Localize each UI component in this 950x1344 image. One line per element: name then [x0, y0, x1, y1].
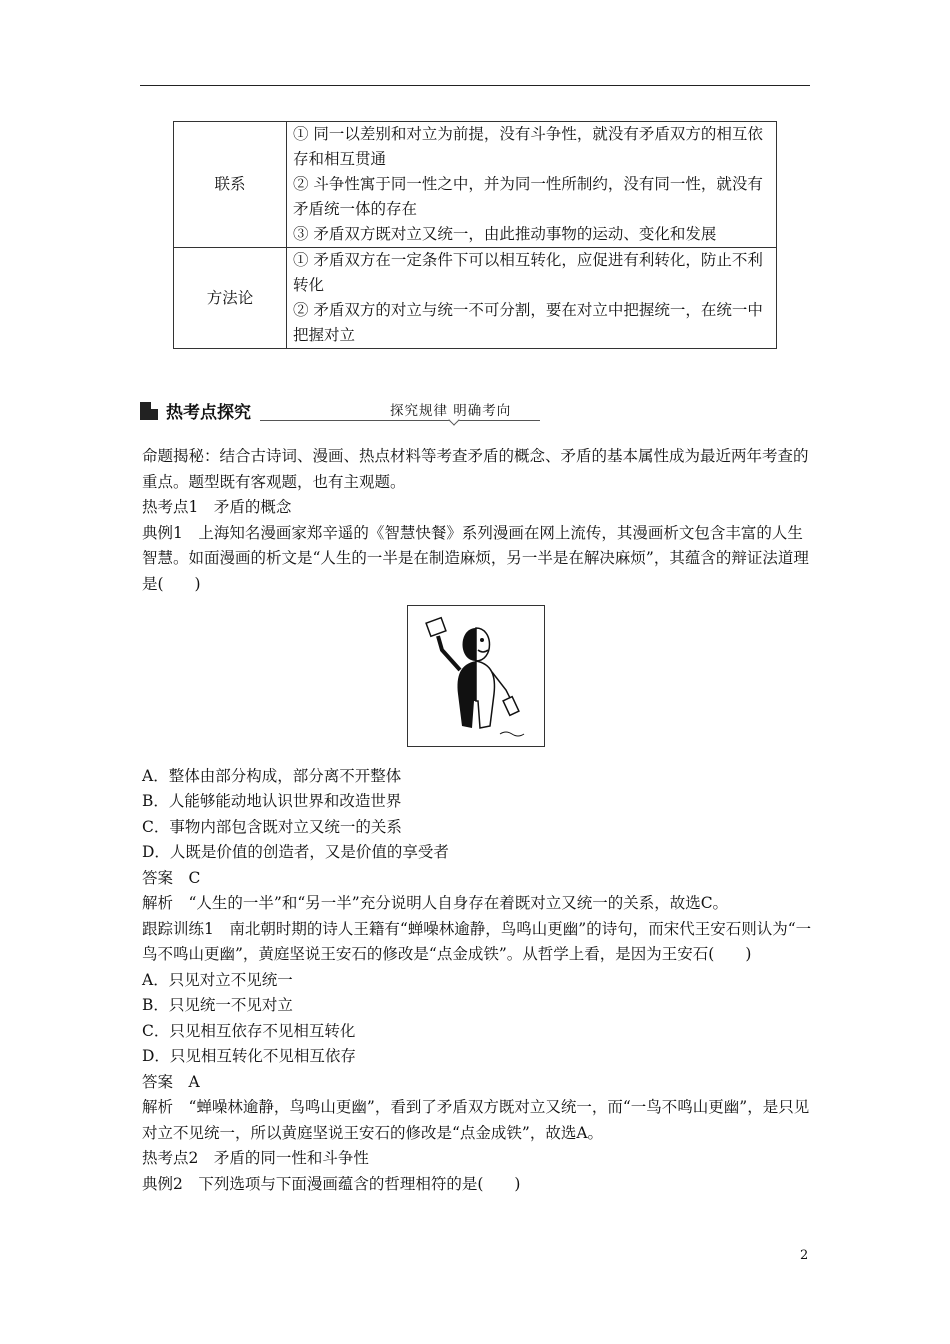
- tr1-option-c: C．只见相互依存不见相互转化: [142, 1021, 356, 1040]
- main-content: [142, 444, 812, 1197]
- row-cell: [287, 248, 777, 349]
- ex1-analysis: 解析 “人生的一半”和“另一半”充分说明人自身存在着既对立又统一的关系，故选C。: [142, 894, 729, 912]
- comparison-table: [173, 121, 777, 349]
- row-head: 方法论: [174, 248, 287, 349]
- row-head: 联系: [174, 122, 287, 248]
- section-rule: [260, 420, 540, 421]
- example-1: 典例1 上海知名漫画家郑辛遥的《智慧快餐》系列漫画在网上流传，其漫画析文包含丰富的人生智慧。如面漫画的析文是“人生的一半是在制造麻烦，另一半是在解决麻烦”，其蕴含的辩证法道理是( ): [142, 523, 809, 593]
- section-header: [140, 398, 520, 428]
- cell-line: ① 矛盾双方在一定条件下可以相互转化，应促进有利转化，防止不利转化: [293, 251, 763, 294]
- cell-line: ② 斗争性寓于同一性之中，并为同一性所制约，没有同一性，就没有矛盾统一体的存在: [293, 175, 763, 218]
- training-1: 跟踪训练1 南北朝时期的诗人王籍有“蝉噪林逾静，鸟鸣山更幽”的诗句，而宋代王安石则认为“一鸟不鸣山更幽”，黄庭坚说王安石的修改是“点金成铁”。从哲学上看，是因为王安石( ): [142, 919, 812, 963]
- cell-line: ② 矛盾双方的对立与统一不可分割，要在对立中把握统一，在统一中把握对立: [293, 301, 763, 344]
- intro: 命题揭秘：结合古诗词、漫画、热点材料等考查矛盾的概念、矛盾的基本属性成为最近两年考查的重点。题型既有客观题，也有主观题。: [142, 447, 809, 491]
- tr1-option-a: A．只见对立不见统一: [142, 970, 293, 989]
- header-rule: [140, 85, 810, 86]
- table-row: [174, 122, 777, 248]
- cell-line: ① 同一以差别和对立为前提，没有斗争性，就没有矛盾双方的相互依存和相互贯通: [293, 125, 763, 168]
- table-row: [174, 248, 777, 349]
- example-2: 典例2 下列选项与下面漫画蕴含的哲理相符的是( ): [142, 1174, 521, 1193]
- row-cell: [287, 122, 777, 248]
- section-title: 热考点探究: [166, 403, 251, 423]
- cartoon-illustration: [407, 605, 545, 747]
- hot-topic-2: 热考点2 矛盾的同一性和斗争性: [142, 1149, 369, 1167]
- hot-topic-1: 热考点1 矛盾的概念: [142, 498, 292, 516]
- ex1-option-d: D．人既是价值的创造者，又是价值的享受者: [142, 843, 449, 861]
- ex1-option-a: A．整体由部分构成，部分离不开整体: [142, 766, 402, 785]
- ex1-option-b: B．人能够能动地认识世界和改造世界: [142, 792, 402, 810]
- ex1-option-c: C．事物内部包含既对立又统一的关系: [142, 817, 402, 836]
- page-number: 2: [800, 1248, 809, 1263]
- section-subtitle: 探究规律 明确考向: [390, 403, 512, 419]
- ex1-answer: 答案 C: [142, 868, 201, 887]
- tr1-option-b: B．只见统一不见对立: [142, 996, 293, 1014]
- cell-line: ③ 矛盾双方既对立又统一，由此推动事物的运动、变化和发展: [293, 225, 717, 243]
- tr1-answer: 答案 A: [142, 1072, 200, 1091]
- section-square-icon: [140, 402, 158, 420]
- tr1-option-d: D．只见相互转化不见相互依存: [142, 1047, 356, 1065]
- tr1-analysis: 解析 “蝉噪林逾静，鸟鸣山更幽”，看到了矛盾双方既对立又统一，而“一鸟不鸣山更幽”，是只见对立不见统一，所以黄庭坚说王安石的修改是“点金成铁”，故选A。: [142, 1098, 810, 1142]
